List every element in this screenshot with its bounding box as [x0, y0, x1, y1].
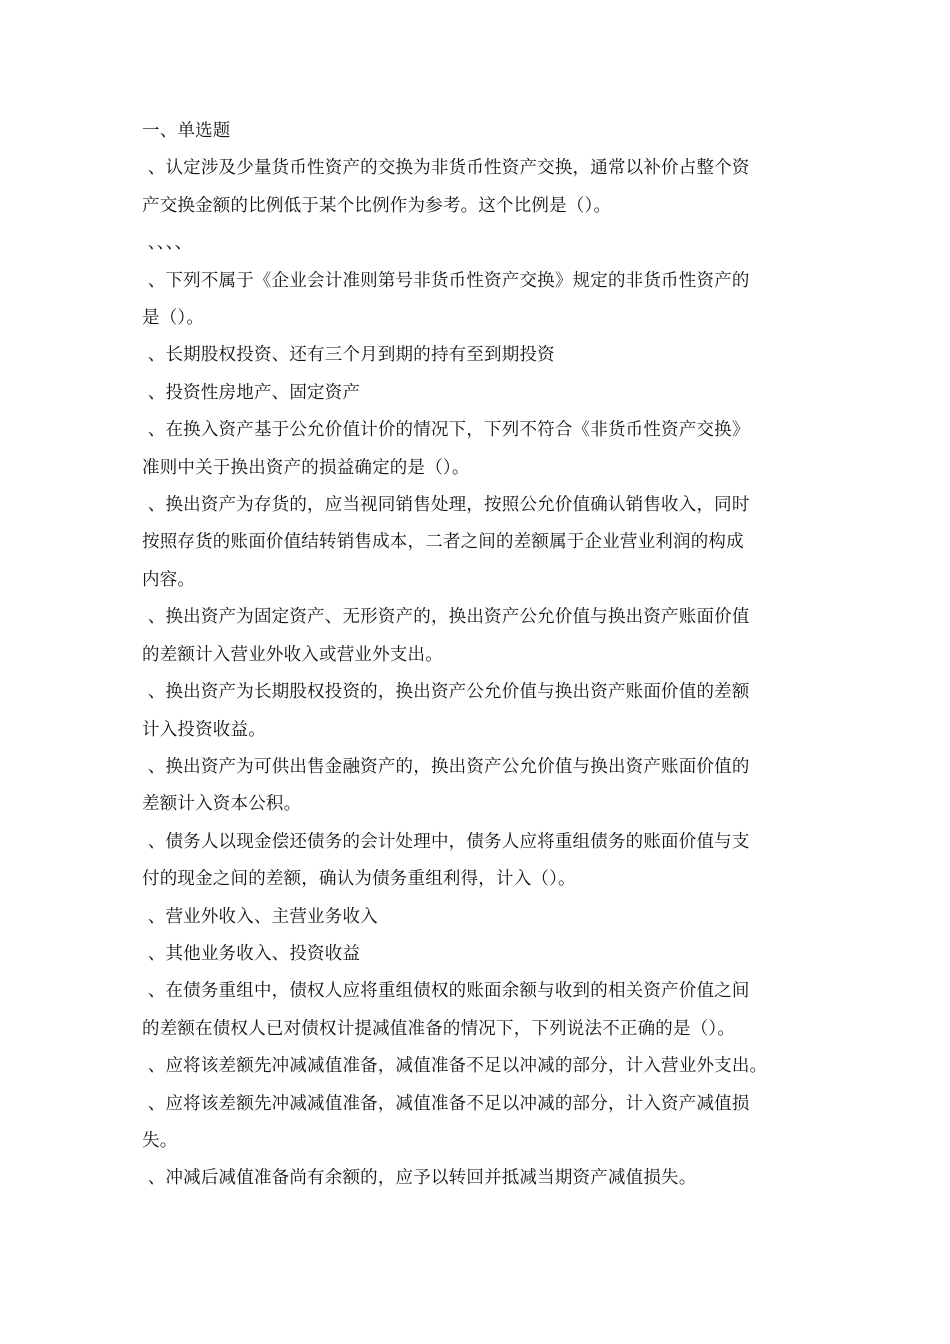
question-text: 、在换入资产基于公允价值计价的情况下，下列不符合《非货币性资产交换》	[142, 420, 750, 441]
question-text: 、认定涉及少量货币性资产的交换为非货币性资产交换，通常以补价占整个资	[142, 158, 750, 179]
answer-option: 、营业外收入、主营业务收入	[142, 906, 378, 927]
question-text: 是（）。	[142, 308, 205, 329]
answer-option: 的差额计入营业外收入或营业外支出。	[142, 644, 443, 665]
answer-option: 、、、、	[142, 233, 193, 254]
question-text: 付的现金之间的差额，确认为债务重组利得，计入（）。	[142, 869, 576, 890]
answer-option: 、应将该差额先冲减减值准备，减值准备不足以冲减的部分，计入营业外支出。	[142, 1056, 768, 1077]
answer-option: 、换出资产为长期股权投资的，换出资产公允价值与换出资产账面价值的差额	[142, 682, 750, 703]
document-body	[142, 113, 822, 1198]
answer-option: 内容。	[142, 569, 196, 590]
answer-option: 、换出资产为可供出售金融资产的，换出资产公允价值与换出资产账面价值的	[142, 756, 750, 777]
answer-option: 、换出资产为存货的，应当视同销售处理，按照公允价值确认销售收入，同时	[142, 495, 750, 516]
answer-option: 、换出资产为固定资产、无形资产的，换出资产公允价值与换出资产账面价值	[142, 607, 750, 628]
question-text: 产交换金额的比例低于某个比例作为参考。这个比例是（）。	[142, 195, 612, 216]
answer-option: 差额计入资本公积。	[142, 794, 302, 815]
answer-option: 、投资性房地产、固定资产	[142, 382, 361, 403]
answer-option: 、其他业务收入、投资收益	[142, 943, 361, 964]
answer-option: 、冲减后减值准备尚有余额的，应予以转回并抵减当期资产减值损失。	[142, 1168, 697, 1189]
question-text: 、下列不属于《企业会计准则第号非货币性资产交换》规定的非货币性资产的	[142, 270, 750, 291]
answer-option: 、长期股权投资、还有三个月到期的持有至到期投资	[142, 345, 555, 366]
answer-option: 计入投资收益。	[142, 719, 266, 740]
question-text: 、在债务重组中，债权人应将重组债权的账面余额与收到的相关资产价值之间	[142, 981, 750, 1002]
answer-option: 、应将该差额先冲减减值准备，减值准备不足以冲减的部分，计入资产减值损	[142, 1093, 750, 1114]
question-text: 、债务人以现金偿还债务的会计处理中，债务人应将重组债务的账面价值与支	[142, 831, 750, 852]
answer-option: 按照存货的账面价值结转销售成本，二者之间的差额属于企业营业利润的构成	[142, 532, 744, 553]
answer-option: 失。	[142, 1130, 178, 1151]
question-text: 的差额在债权人已对债权计提减值准备的情况下，下列说法不正确的是（）。	[142, 1018, 736, 1039]
question-text: 准则中关于换出资产的损益确定的是（）。	[142, 457, 470, 478]
section-heading: 一、单选题	[142, 121, 231, 141]
